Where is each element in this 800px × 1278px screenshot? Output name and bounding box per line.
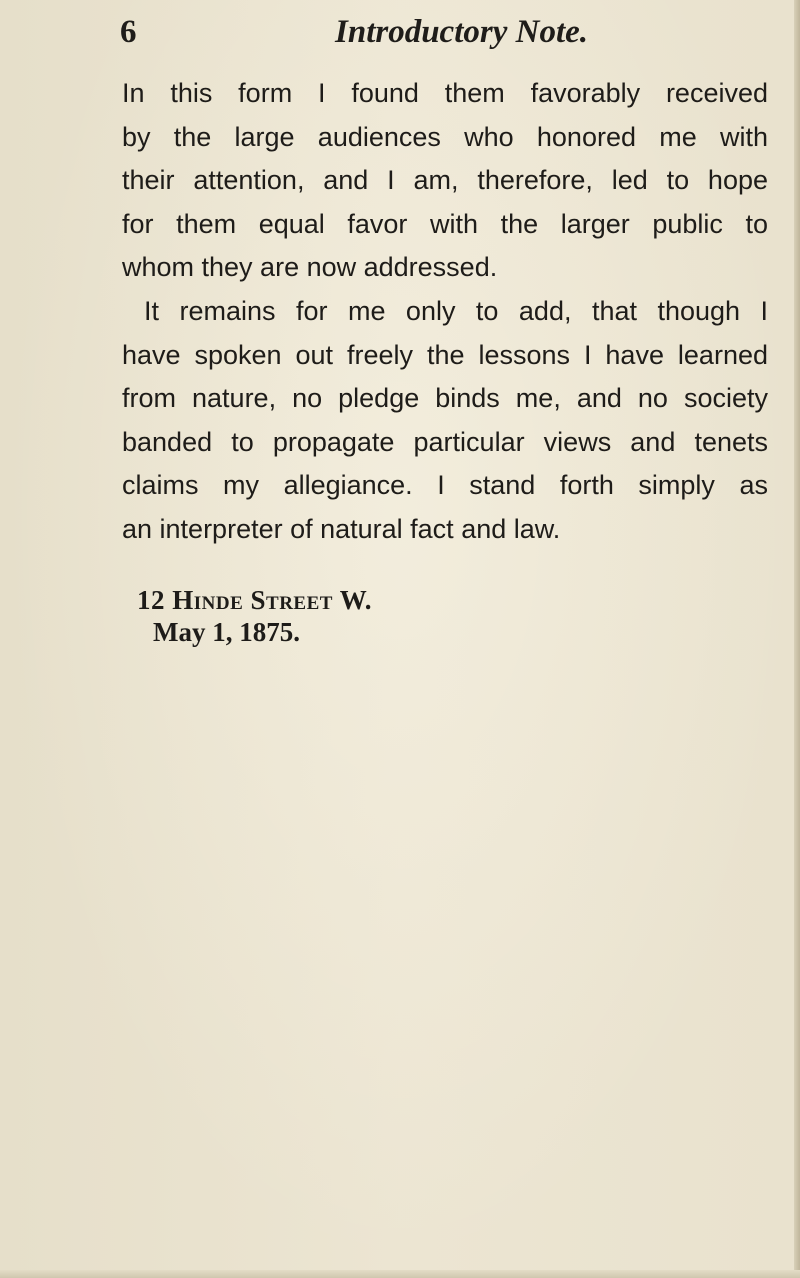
page-edge [794,0,800,1278]
page-header [120,14,770,58]
running-head: Introductory Note. [335,14,589,50]
signature-date: May 1, 1875. [153,617,300,647]
text-line: banded to propagate particular views and tenets [122,426,768,457]
text-line: It remains for me only to add, that though I [144,295,768,326]
text-line: claims my allegiance. I stand forth simply as [122,470,768,501]
text-line: have spoken out freely the lessons I have learned [122,339,768,370]
paragraph-1 [122,72,768,290]
page-bottom-edge [0,1270,800,1278]
text-line: In this form I found them favorably received [122,78,768,108]
paragraph-2 [122,290,768,552]
text-line: an interpreter of natural fact and law. [122,513,561,544]
page-number: 6 [120,14,137,50]
signature-block [137,584,372,648]
text-line: by the large audiences who honored me with [122,121,768,152]
signature-address: 12 Hinde Street W. [137,585,372,615]
body-text [122,72,768,552]
text-line: whom they are now addressed. [122,252,498,283]
text-line: their attention, and I am, therefore, led to hope [122,165,768,196]
text-line: from nature, no pledge binds me, and no society [122,383,768,414]
text-line: for them equal favor with the larger public to [122,208,768,239]
